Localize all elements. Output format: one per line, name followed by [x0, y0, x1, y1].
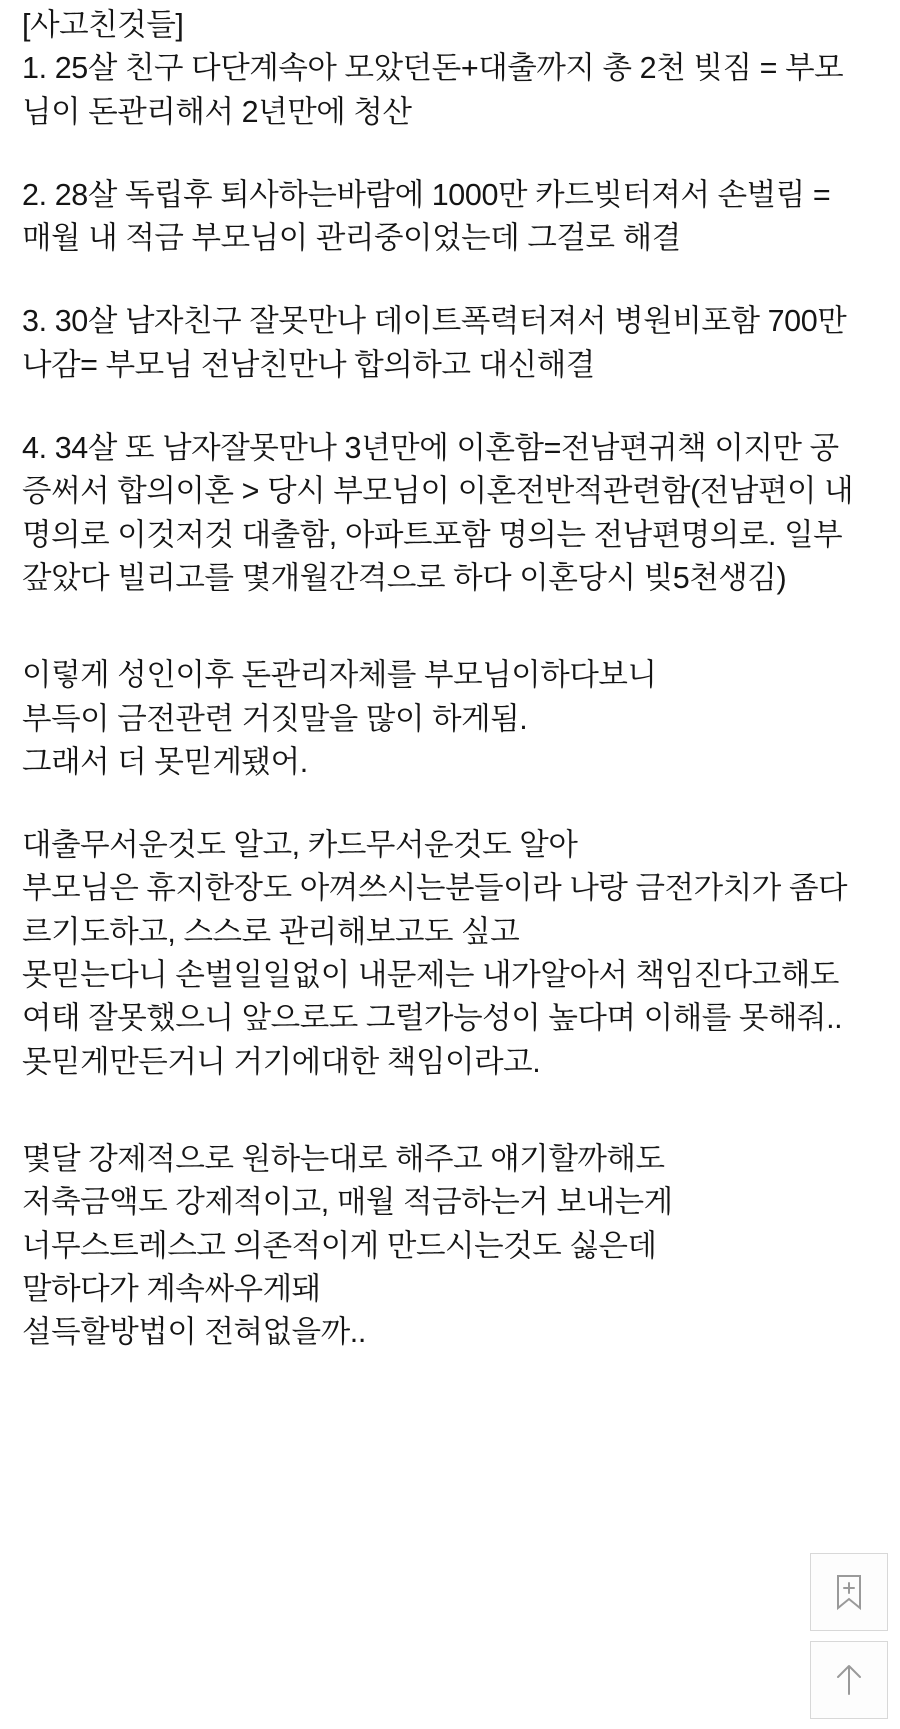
- text-line: 여태 잘못했으니 앞으로도 그럴가능성이 높다며 이해를 못해줘..: [22, 1001, 843, 1036]
- paragraph-block-7: [22, 1138, 878, 1354]
- text-line: 갚았다 빌리고를 몇개월간격으로 하다 이혼당시 빚5천생김): [22, 560, 787, 595]
- text-line: 너무스트레스고 의존적이게 만드시는것도 싫은데: [22, 1228, 657, 1263]
- bookmark-add-button[interactable]: [810, 1553, 888, 1631]
- paragraph-item-4: [22, 427, 878, 600]
- spacer: [22, 600, 878, 614]
- text-line: 못믿는다니 손벌일일없이 내문제는 내가알아서 책임진다고해도: [22, 958, 839, 993]
- text-line: 몇달 강제적으로 원하는대로 해주고 얘기할까해도: [22, 1141, 665, 1176]
- spacer: [22, 614, 878, 654]
- scroll-to-top-icon: [832, 1661, 866, 1699]
- text-line: 르기도하고, 스스로 관리해보고도 싶고: [22, 914, 520, 949]
- spacer: [22, 387, 878, 427]
- floating-action-buttons: [810, 1553, 888, 1719]
- paragraph-block-5: [22, 654, 878, 784]
- text-line: 나감= 부모님 전남친만나 합의하고 대신해결: [22, 347, 595, 382]
- spacer: [22, 134, 878, 174]
- text-line: 3. 30살 남자친구 잘못만나 데이트폭력터져서 병원비포함 700만: [22, 304, 847, 339]
- text-line: 저축금액도 강제적이고, 매월 적금하는거 보내는게: [22, 1185, 673, 1220]
- text-line: 말하다가 계속싸우게돼: [22, 1271, 321, 1306]
- text-line: 4. 34살 또 남자잘못만나 3년만에 이혼함=전남편귀책 이지만 공: [22, 431, 839, 466]
- text-line: 2. 28살 독립후 퇴사하는바람에 1000만 카드빚터져서 손벌림 =: [22, 177, 831, 212]
- paragraph-item-3: [22, 300, 878, 387]
- scroll-to-top-button[interactable]: [810, 1641, 888, 1719]
- spacer: [22, 1084, 878, 1124]
- text-line: 부득이 금전관련 거짓말을 많이 하게됨.: [22, 701, 528, 736]
- spacer: [22, 784, 878, 824]
- text-line: 못믿게만든거니 거기에대한 책임이라고.: [22, 1044, 541, 1079]
- post-content: [22, 4, 878, 1354]
- text-line: 매월 내 적금 부모님이 관리중이었는데 그걸로 해결: [22, 221, 681, 256]
- bookmark-add-icon: [832, 1573, 866, 1611]
- text-line: 대출무서운것도 알고, 카드무서운것도 알아: [22, 828, 578, 863]
- text-line: 이렇게 성인이후 돈관리자체를 부모님이하다보니: [22, 658, 657, 693]
- post-title: [사고친것들]: [22, 8, 184, 42]
- spacer: [22, 1124, 878, 1138]
- paragraph-item-1: [22, 47, 878, 134]
- paragraph-item-2: [22, 174, 878, 261]
- text-line: 증써서 합의이혼 > 당시 부모님이 이혼전반적관련함(전남편이 내: [22, 474, 854, 509]
- text-line: 명의로 이것저것 대출함, 아파트포함 명의는 전남편명의로. 일부: [22, 517, 843, 552]
- paragraph-block-6: [22, 824, 878, 1084]
- text-line: 설득할방법이 전혀없을까..: [22, 1315, 366, 1350]
- text-line: 1. 25살 친구 다단계속아 모았던돈+대출까지 총 2천 빚짐 = 부모: [22, 51, 844, 86]
- text-line: 그래서 더 못믿게됐어.: [22, 744, 308, 779]
- text-line: 부모님은 휴지한장도 아껴쓰시는분들이라 나랑 금전가치가 좀다: [22, 871, 848, 906]
- text-line: 님이 돈관리해서 2년만에 청산: [22, 94, 412, 129]
- spacer: [22, 260, 878, 300]
